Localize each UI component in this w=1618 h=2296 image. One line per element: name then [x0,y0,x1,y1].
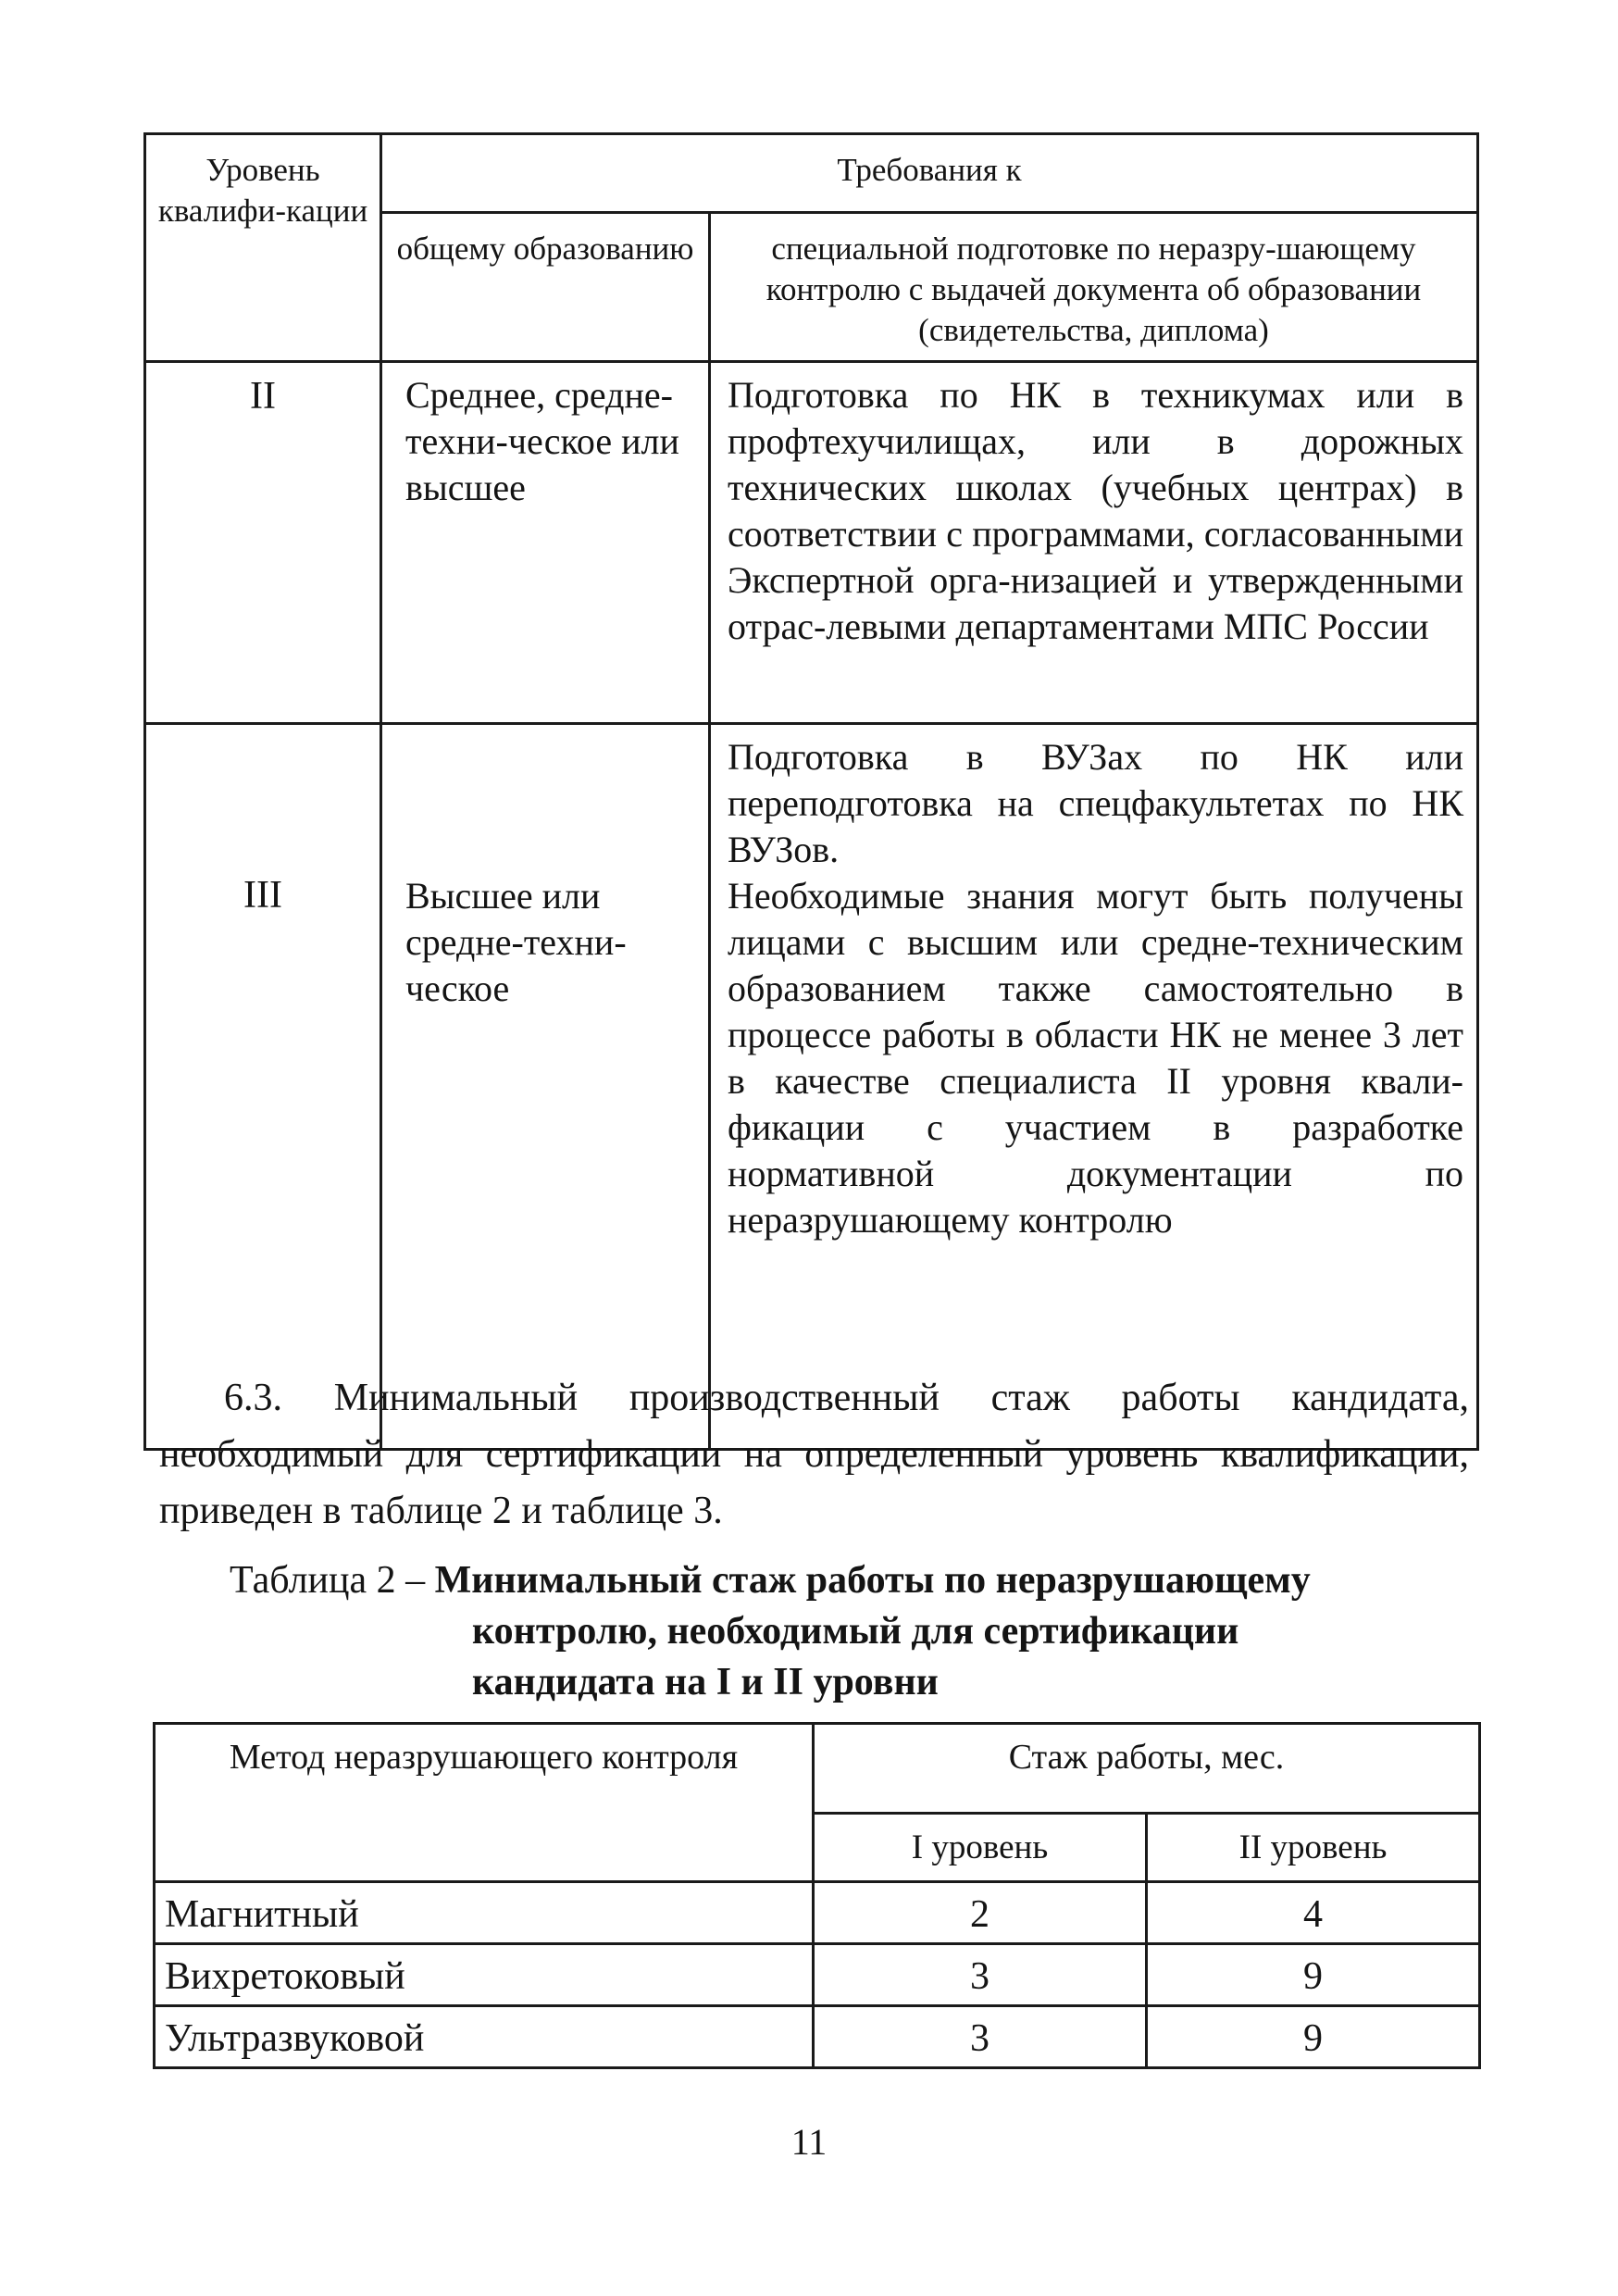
experience-table [153,1722,1481,2069]
level1-cell: 2 [814,1882,1147,1944]
special-training-cell [710,724,1478,1450]
level2-header: II уровень [1147,1814,1480,1882]
level-cell: III [145,724,381,1450]
table-row [155,1944,1480,2006]
method-cell: Вихретоковый [155,1944,814,2006]
level-header: Уровень квалифи-кации [145,134,381,362]
qualification-requirements-table [143,132,1479,1451]
table-row [155,1882,1480,1944]
method-cell: Магнитный [155,1882,814,1944]
caption-title-line: контролю, необходимый для сертификации [472,1610,1239,1653]
page-number: 11 [790,2121,828,2163]
level2-cell: 9 [1147,2006,1480,2068]
experience-header: Стаж работы, мес. [814,1724,1480,1814]
section-paragraph [159,1370,1469,1540]
level1-cell: 3 [814,1944,1147,2006]
method-header: Метод неразрушающего контроля [155,1724,814,1882]
special-training-text: Подготовка в ВУЗах по НК или переподготовка на спецфакультетах по НК ВУЗов. [728,736,1463,870]
paragraph-text: 6.3. Минимальный производственный стаж работы кандидата, необходимый для сертификации на определенный уровень квалификации, приведен в таблице 2 и таблице 3. [159,1377,1469,1532]
caption-label: Таблица 2 – [230,1559,426,1602]
level1-cell: 3 [814,2006,1147,2068]
requirements-header: Требования к [381,134,1478,213]
caption-title-line: кандидата на I и II уровни [472,1661,939,1703]
table-caption [230,1555,1470,1708]
special-training-text: Необходимые знания могут быть получены лицами с высшим или средне-техническим образованием также самостоятельно в процессе работы в области НК не менее 3 лет в качестве специалиста II уровня квали-фикации с участием в разработке нормативной документации по неразрушающему контролю [728,875,1463,1241]
table-row [145,362,1478,724]
table-row [155,2006,1480,2068]
general-education-cell: Высшее или средне-техни-ческое [381,724,710,1450]
level2-cell: 9 [1147,1944,1480,2006]
level2-cell: 4 [1147,1882,1480,1944]
special-training-header: специальной подготовке по неразру-шающему контролю с выдачей документа об образовании (свидетельства, диплома) [710,213,1478,362]
method-cell: Ультразвуковой [155,2006,814,2068]
special-training-cell [710,362,1478,724]
table-row [145,724,1478,1450]
level1-header: I уровень [814,1814,1147,1882]
level-cell: II [145,362,381,724]
special-training-text: Подготовка по НК в техникумах или в профтехучилищах, или в дорожных технических школах (учебных центрах) в соответствии с программами, согласованными Экспертной орга-низацией и утвержденными отрас-левыми департаментами МПС России [728,374,1463,647]
general-education-header: общему образованию [381,213,710,362]
general-education-cell: Среднее, средне-техни-ческое или высшее [381,362,710,724]
caption-title-line: Минимальный стаж работы по неразрушающему [434,1559,1311,1602]
